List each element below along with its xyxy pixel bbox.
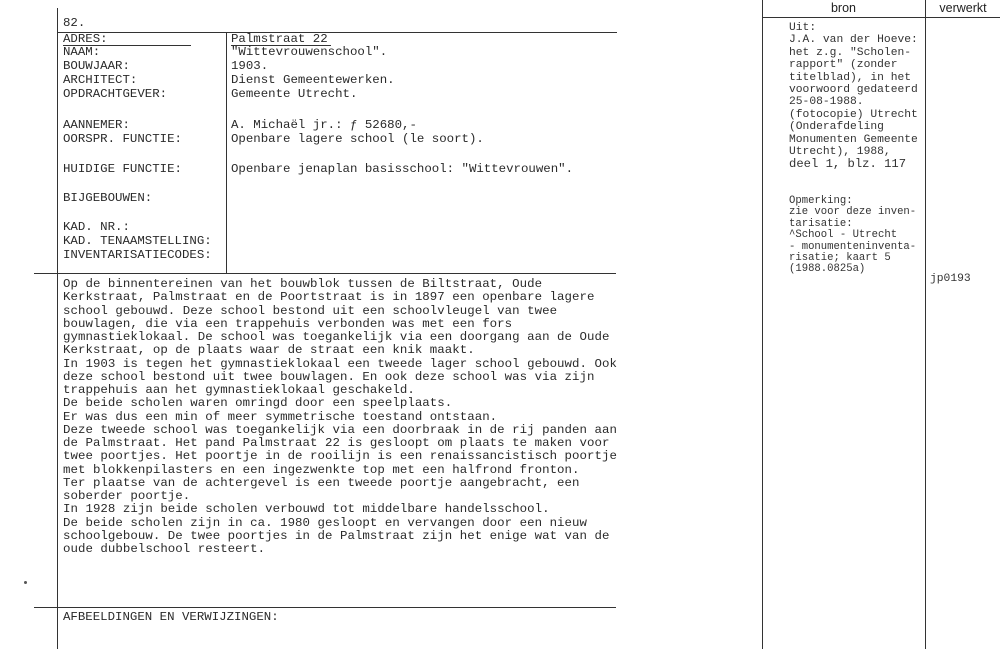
source-line: voorwoord gedateerd xyxy=(789,84,918,97)
sidebar-left-border xyxy=(762,0,763,649)
field-label-naam: NAAM: xyxy=(63,45,101,59)
description-line: De beide scholen waren omringd door een speelplaats. xyxy=(63,396,453,411)
source-line: 25-08-1988. xyxy=(789,96,864,109)
remark-line: zie voor deze inven- xyxy=(789,206,917,219)
card-number: 82. xyxy=(63,16,86,30)
field-label-inventarisatiecodes: INVENTARISATIECODES: xyxy=(63,248,212,262)
field-label-kad-nr: KAD. NR.: xyxy=(63,220,130,234)
source-block xyxy=(789,22,918,171)
description-top-rule xyxy=(34,273,616,274)
description-line: Er was dus een min of meer symmetrische toestand ontstaan. xyxy=(63,409,498,424)
description-line: de Palmstraat. Het pand Palmstraat 22 is gesloopt om plaats te maken voor xyxy=(63,436,610,450)
field-label-oorspr-functie: OORSPR. FUNCTIE: xyxy=(63,132,182,146)
remark-block xyxy=(789,196,916,276)
bron-header: bron xyxy=(830,1,857,15)
description-line: Kerkstraat, op de plaats waar de straat een knik maakt. xyxy=(63,343,475,358)
source-line: Utrecht), 1988, xyxy=(789,146,891,159)
footer-label: AFBEELDINGEN EN VERWIJZINGEN: xyxy=(63,610,279,624)
punch-mark xyxy=(24,581,27,584)
source-line: (fotocopie) Utrecht xyxy=(789,108,918,121)
field-label-bouwjaar: BOUWJAAR: xyxy=(63,59,130,73)
field-label-huidige-functie: HUIDIGE FUNCTIE: xyxy=(63,162,182,176)
source-line: het z.g. "Scholen- xyxy=(789,46,912,59)
description-line: trappehuis aan het gymnastieklokaal geschakeld. xyxy=(63,383,415,397)
sidebar-column-divider xyxy=(925,0,926,649)
adres-underline xyxy=(63,45,191,46)
description-line: Deze tweede school was toegankelijk via een doorbraak in de rij panden aan xyxy=(63,422,617,437)
description-line: Ter plaatse van de achtergevel is een tweede poortje aangebracht, een xyxy=(63,475,580,490)
field-value-bouwjaar: 1903. xyxy=(231,59,269,73)
description-line: met blokkenpilasters en een ingezwenkte top met een halfrond fronton. xyxy=(63,462,580,477)
verwerkt-header: verwerkt xyxy=(939,1,987,15)
description-line: twee poortjes. Het poortje in de rooilijn is een renaissancistisch poortje xyxy=(63,449,617,464)
adres-value-underline xyxy=(231,45,331,46)
remark-line: risatie; kaart 5 xyxy=(789,252,891,265)
description-line: school gebouwd. Deze school bestond uit een schoolvleugel van twee xyxy=(63,303,558,318)
source-line: J.A. van der Hoeve: xyxy=(789,34,918,47)
remark-line: (1988.0825a) xyxy=(789,263,866,276)
source-line: Monumenten Gemeente xyxy=(789,133,918,146)
description-line: soberder poortje. xyxy=(63,489,191,503)
field-label-aannemer: AANNEMER: xyxy=(63,118,130,132)
source-line: titelblad), in het xyxy=(789,71,912,84)
source-line: deel 1, blz. 117 xyxy=(789,157,907,172)
field-label-kad-tenaamstelling: KAD. TENAAMSTELLING: xyxy=(63,234,212,248)
description-line: In 1903 is tegen het gymnastieklokaal een tweede lager school gebouwd. Ook xyxy=(63,356,617,371)
footer-top-rule xyxy=(34,607,616,608)
field-value-huidige-functie: Openbare jenaplan basisschool: "Wittevrouwen". xyxy=(231,162,574,176)
remark-line: ^School - Utrecht xyxy=(789,229,898,242)
description-line: Op de binnentereinen van het bouwblok tussen de Biltstraat, Oude xyxy=(63,277,543,291)
description-line: deze school bestond uit twee bouwlagen. En ook deze school was via zijn xyxy=(63,369,595,384)
field-label-opdrachtgever: OPDRACHTGEVER: xyxy=(63,87,168,101)
source-line: Uit: xyxy=(789,22,817,34)
verwerkt-code: jp0193 xyxy=(930,273,971,285)
description-block xyxy=(63,278,617,556)
field-label-adres: ADRES: xyxy=(63,32,108,46)
field-value-opdrachtgever: Gemeente Utrecht. xyxy=(231,87,358,101)
remark-line: tarisatie: xyxy=(789,217,853,230)
description-line: schoolgebouw. De twee poortjes in de Palmstraat zijn het enige wat van de xyxy=(63,528,610,543)
remark-line: - monumenteninventa- xyxy=(789,240,917,253)
description-line: In 1928 zijn beide scholen verbouwd tot middelbare handelsschool. xyxy=(63,502,550,517)
source-line: (Onderafdeling xyxy=(789,121,884,134)
field-value-oorspr-functie: Openbare lagere school (le soort). xyxy=(231,132,484,146)
field-value-aannemer: A. Michaël jr.: ƒ 52680,- xyxy=(231,118,417,132)
field-column-divider xyxy=(226,32,227,273)
description-line: Kerkstraat, Palmstraat en de Poortstraat is in 1897 een openbare lagere xyxy=(63,290,595,305)
description-line: gymnastieklokaal. De school was toegankelijk via een doorgang aan de Oude xyxy=(63,330,610,344)
field-value-architect: Dienst Gemeentewerken. xyxy=(231,73,395,87)
remark-line: Opmerking: xyxy=(789,195,853,207)
description-line: bouwlagen, die via een trappehuis verbonden was met een fors xyxy=(63,316,513,331)
field-label-bijgebouwen: BIJGEBOUWEN: xyxy=(63,191,153,205)
source-line: rapport" (zonder xyxy=(789,59,898,72)
description-line: De beide scholen zijn in ca. 1980 gesloopt en vervangen door een nieuw xyxy=(63,515,587,530)
field-value-adres: Palmstraat 22 xyxy=(231,32,328,46)
card-top-rule xyxy=(57,32,617,33)
field-label-architect: ARCHITECT: xyxy=(63,73,138,87)
sidebar-header-rule xyxy=(762,17,1000,18)
description-line: oude dubbelschool resteert. xyxy=(63,542,266,556)
card-left-border xyxy=(57,8,58,649)
field-value-naam: "Wittevrouwenschool". xyxy=(231,45,388,59)
